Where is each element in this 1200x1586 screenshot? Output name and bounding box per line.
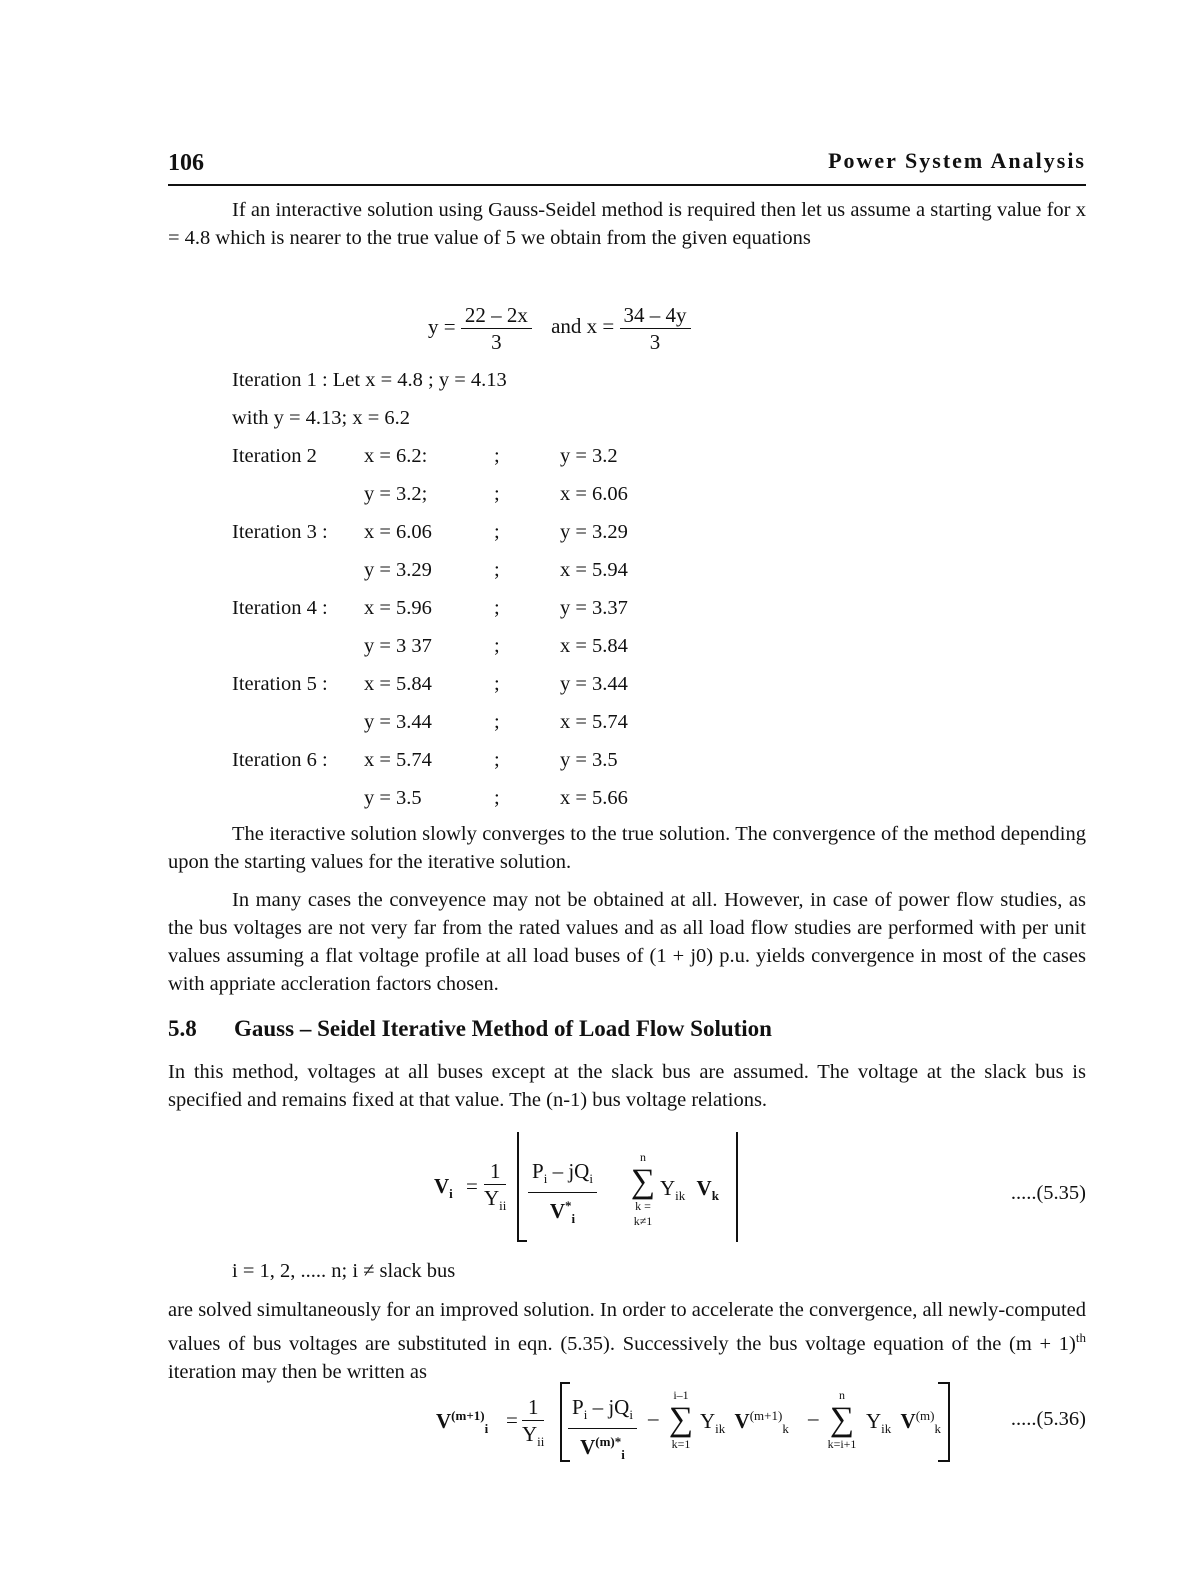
- eq536-summation-1: [664, 1388, 698, 1452]
- iteration-value-b: x = 5.94: [560, 559, 628, 581]
- solved-paragraph-sup: th: [1075, 1330, 1086, 1345]
- index-line: i = 1, 2, ..... n; i ≠ slack bus: [232, 1260, 456, 1282]
- iteration-label: Iteration 5 :: [232, 673, 328, 695]
- eq535-fraction-yii: [484, 1158, 506, 1219]
- solved-paragraph: [168, 1296, 1086, 1386]
- eq536-t2-v: V: [900, 1409, 916, 1433]
- eq535-term: [660, 1176, 719, 1204]
- eq-y-denominator: 3: [491, 330, 502, 354]
- eq535-sum-bottom-2: k≠1: [633, 1214, 653, 1228]
- eq536-one: 1: [522, 1394, 544, 1421]
- solved-paragraph-text: are solved simultaneously for an improved solution. In order to accelerate the convergence, all newly-computed values of bus voltages are substituted in eqn. (5.35). Successively the bus voltage equation of the (m + 1): [168, 1299, 1086, 1355]
- eq535-pq-fraction: [528, 1158, 597, 1232]
- eq536-left-bracket: [560, 1382, 562, 1462]
- eq536-minus-1: –: [648, 1406, 659, 1430]
- eq535-vi-sub: i: [571, 1211, 576, 1227]
- eq535-pq-frac: [528, 1158, 597, 1232]
- eq535-number: .....(5.35): [1010, 1182, 1086, 1204]
- eq536-yii-y: Y: [522, 1422, 538, 1446]
- eq536-number: .....(5.36): [1010, 1408, 1086, 1430]
- eq536-t1-y: Y: [700, 1409, 716, 1433]
- eq536-pq-frac: [568, 1394, 637, 1468]
- iteration-row: [0, 669, 1200, 699]
- eq-x-fraction: [620, 302, 691, 355]
- iteration-separator: ;: [494, 711, 500, 733]
- iteration-separator: ;: [494, 445, 500, 467]
- eq536-v-sup: (m+1): [451, 1408, 485, 1423]
- eq535-jq: – jQ: [547, 1159, 590, 1183]
- eq-conjunction: and x =: [551, 314, 615, 339]
- eq535-right-bracket: [736, 1132, 738, 1242]
- eq-x-numerator: 34 – 4y: [620, 302, 691, 329]
- iteration-label: Iteration 2: [232, 445, 317, 467]
- eq536-t1-y-sub: ik: [715, 1421, 726, 1437]
- iteration-separator: ;: [494, 673, 500, 695]
- iteration-value-a: x = 5.84: [364, 673, 432, 695]
- iteration-value-b: x = 5.74: [560, 711, 628, 733]
- eq536-t2-y: Y: [866, 1409, 882, 1433]
- eq536-pq-denominator: [568, 1429, 637, 1468]
- eq536-right-bracket: [948, 1382, 950, 1462]
- iteration-separator: ;: [494, 559, 500, 581]
- eq536-sum2-bottom: k=i+1: [827, 1437, 857, 1451]
- iteration-value-b: x = 5.66: [560, 787, 628, 809]
- iteration-value-b: y = 3.44: [560, 673, 628, 695]
- eq535-one: 1: [484, 1158, 506, 1185]
- iteration-value-b: y = 3.37: [560, 597, 628, 619]
- iteration-row: [0, 517, 1200, 547]
- iteration-value-b: x = 5.84: [560, 635, 628, 657]
- eq535-lhs: [434, 1174, 453, 1202]
- eq-y-fraction: [461, 302, 532, 355]
- sigma-icon: ∑: [829, 1401, 855, 1438]
- eq536-p: P: [572, 1395, 584, 1419]
- iteration-value-b: y = 3.2: [560, 445, 618, 467]
- iteration-value-a: y = 3.44: [364, 711, 432, 733]
- eq536-jq: – jQ: [587, 1395, 630, 1419]
- eq535-v: V: [434, 1174, 450, 1198]
- eq536-vi-sub: i: [621, 1447, 625, 1463]
- eq536-sum1-bottom: k=1: [671, 1437, 691, 1451]
- eq535-one-over-yii: [484, 1158, 506, 1219]
- eq535-yii-y: Y: [484, 1186, 500, 1210]
- eq536-pq-numerator: [568, 1394, 637, 1429]
- section-number: 5.8: [168, 1016, 197, 1041]
- convergence-paragraph: The iteractive solution slowly converges to the true solution. The convergence of the method depending upon the starting values for the iterative solution.: [168, 823, 1086, 873]
- eq536-equals: =: [506, 1408, 518, 1432]
- eq535-vi: V: [549, 1199, 565, 1224]
- iteration-row: [0, 745, 1200, 775]
- iteration-row: [0, 479, 1200, 509]
- running-title: Power System Analysis: [828, 148, 1086, 173]
- iteration-value-a: y = 3.2;: [364, 483, 428, 505]
- eq536-right-bracket-top: [938, 1382, 948, 1384]
- eq535-v-sub: i: [449, 1186, 453, 1202]
- eq536-fraction-yii: [522, 1394, 544, 1455]
- sigma-icon: ∑: [630, 1163, 656, 1200]
- eq535-sum-top: n: [640, 1150, 646, 1164]
- eq-y-numerator: 22 – 2x: [461, 302, 532, 329]
- eq536-t2-y-sub: ik: [881, 1421, 892, 1437]
- iteration-value-b: y = 3.5: [560, 749, 618, 771]
- iteration-row: [0, 441, 1200, 471]
- sigma-icon: ∑: [668, 1401, 694, 1438]
- equation-xy: [428, 302, 691, 355]
- iteration-row: [0, 555, 1200, 585]
- eq535-yik-sub: ik: [675, 1188, 686, 1204]
- iteration-separator: ;: [494, 597, 500, 619]
- eq535-summation: [630, 1150, 656, 1229]
- eq536-term-1: [700, 1408, 789, 1437]
- page-header: [168, 146, 1086, 186]
- eq535-p-sub: i: [543, 1171, 548, 1187]
- eq536-v-sub: i: [484, 1421, 489, 1437]
- iteration-line-2: with y = 4.13; x = 6.2: [232, 407, 411, 429]
- eq536-lhs: [436, 1408, 488, 1437]
- iteration-row: [0, 631, 1200, 661]
- eq536-right-bracket-foot: [938, 1460, 948, 1462]
- iteration-row: [0, 593, 1200, 623]
- eq536-left-bracket-top: [560, 1382, 570, 1384]
- eq536-t1-v-sub: k: [782, 1421, 789, 1437]
- iteration-separator: ;: [494, 483, 500, 505]
- solved-paragraph-tail: iteration may then be written as: [168, 1360, 428, 1383]
- iteration-separator: ;: [494, 521, 500, 543]
- iteration-row: [0, 707, 1200, 737]
- eq536-summation-2: [818, 1388, 866, 1452]
- eq535-vk: V: [696, 1176, 712, 1200]
- iteration-value-b: y = 3.29: [560, 521, 628, 543]
- eq535-vk-sub: k: [711, 1188, 719, 1204]
- eq536-jq-sub: i: [629, 1407, 633, 1423]
- eq535-yii: [484, 1185, 506, 1219]
- eq536-sum2-top: n: [839, 1388, 845, 1402]
- page-number: 106: [168, 150, 204, 176]
- iteration-row: [0, 783, 1200, 813]
- iteration-value-a: x = 5.96: [364, 597, 432, 619]
- iteration-line-1: Iteration 1 : Let x = 4.8 ; y = 4.13: [232, 369, 507, 391]
- iteration-separator: ;: [494, 635, 500, 657]
- eq536-yii: [522, 1421, 544, 1455]
- eq535-left-bracket-foot: [517, 1240, 527, 1242]
- eq536-p-sub: i: [583, 1407, 588, 1423]
- iteration-value-a: y = 3.29: [364, 559, 432, 581]
- eq536-t2-v-sup: (m): [915, 1408, 935, 1423]
- power-flow-paragraph: In many cases the conveyence may not be obtained at all. However, in case of power flow studies, as the bus voltages are not very far from the rated values and as all load flow studies are performed with per unit values assuming a flat voltage profile at all load buses of (1 + j0) p.u. yields convergence in most of the cases with appriate accleration factors chosen.: [168, 889, 1086, 995]
- eq536-minus-2: –: [808, 1406, 819, 1430]
- iteration-label: Iteration 6 :: [232, 749, 328, 771]
- iteration-value-a: y = 3.5: [364, 787, 422, 809]
- eq536-pq-fraction: [568, 1394, 637, 1468]
- method-paragraph: In this method, voltages at all buses except at the slack bus are assumed. The voltage at the slack bus is specified and remains fixed at that value. The (n-1) bus voltage relations.: [168, 1061, 1086, 1111]
- eq536-one-over-yii: [522, 1394, 544, 1455]
- eq536-yii-sub: ii: [537, 1434, 545, 1450]
- section-title: Gauss – Seidel Iterative Method of Load Flow Solution: [234, 1016, 772, 1041]
- eq535-p: P: [532, 1159, 544, 1183]
- eq536-term-2: [866, 1408, 941, 1437]
- eq536-t1-v-sup: (m+1): [749, 1408, 783, 1423]
- iteration-value-a: x = 5.74: [364, 749, 432, 771]
- eq535-pq-numerator: [528, 1158, 597, 1193]
- eq535-equals: =: [466, 1174, 478, 1198]
- iteration-separator: ;: [494, 787, 500, 809]
- eq535-yii-sub: ii: [499, 1198, 507, 1214]
- intro-paragraph: If an interactive solution using Gauss-Seidel method is required then let us assume a starting value for x = 4.8 which is nearer to the true value of 5 we obtain from the given equations: [168, 199, 1086, 249]
- eq535-left-bracket: [517, 1132, 519, 1242]
- eq536-sum1-top: i–1: [673, 1388, 689, 1402]
- eq535-pq-denominator: [528, 1193, 597, 1232]
- iteration-label: Iteration 3 :: [232, 521, 328, 543]
- eq536-vi-sup: (m)*: [595, 1434, 622, 1450]
- eq535-vi-sup: *: [564, 1198, 572, 1214]
- iteration-value-a: x = 6.2:: [364, 445, 428, 467]
- iteration-value-a: y = 3 37: [364, 635, 432, 657]
- eq535-jq-sub: i: [589, 1171, 593, 1187]
- eq536-t2-v-sub: k: [934, 1421, 941, 1437]
- iteration-label: Iteration 4 :: [232, 597, 328, 619]
- eq-y-lhs: y =: [428, 314, 456, 339]
- iteration-value-a: x = 6.06: [364, 521, 432, 543]
- eq535-sum-bottom-1: k =: [635, 1199, 651, 1213]
- eq536-v: V: [436, 1409, 452, 1433]
- eq536-vi: V: [580, 1435, 596, 1460]
- eq536-t1-v: V: [734, 1409, 750, 1433]
- iteration-separator: ;: [494, 749, 500, 771]
- eq535-yik: Y: [660, 1176, 676, 1200]
- eq-x-denominator: 3: [649, 330, 661, 354]
- iteration-value-b: x = 6.06: [560, 483, 628, 505]
